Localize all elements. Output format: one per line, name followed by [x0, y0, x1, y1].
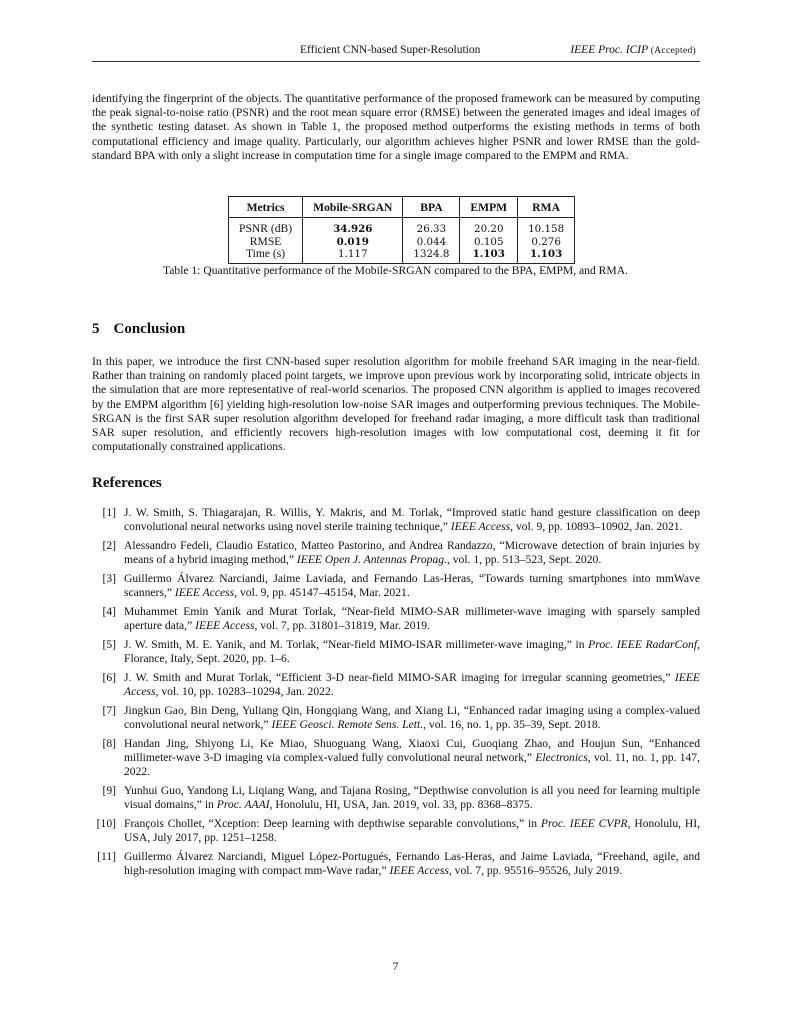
cell: 1.117 [303, 248, 403, 263]
table-caption: Table 1: Quantitative performance of the Mobile-SRGAN compared to the BPA, EMPM, and RMA. [162, 264, 628, 277]
reference-venue: IEEE Geosci. Remote Sens. Lett. [271, 718, 424, 731]
col-header: BPA [403, 197, 460, 218]
intro-paragraph: identifying the fingerprint of the objects. The quantitative performance of the proposed framework can be measured by computing the peak signal-to-noise ratio (PSNR) and the root mean square error (RMSE) between the generated images and ideal images of the synthetic testing dataset. As shown in Table 1, the proposed method outperforms the existing methods in terms of both computational efficiency and image quality. Particularly, our algorithm achieves higher PSNR and lower RMSE than the gold-standard BPA with only a slight increase in computation time for a single image compared to the EMPM and RMA. [92, 92, 700, 162]
section-number: 5 [92, 321, 100, 337]
reference-details: , vol. 9, pp. 10893–10902, Jan. 2021. [510, 520, 683, 533]
cell: 20.20 [460, 218, 518, 236]
reference-authors-title: Jingkun Gao, Bin Deng, Yuliang Qin, Hongqiang Wang, and Xiang Li, “Enhanced radar imaging using a complex-valued convolutional neural network,” [124, 704, 700, 731]
reference-number: [10] [96, 817, 116, 830]
cell: 0.276 [518, 236, 575, 249]
reference-text [124, 784, 700, 812]
reference-item [92, 817, 700, 845]
reference-authors-title: Alessandro Fedeli, Claudio Estatico, Matteo Pastorino, and Andrea Randazzo, “Microwave detection of brain injuries by means of a hybrid imaging method,” [124, 539, 700, 566]
reference-venue: Proc. IEEE RadarConf [588, 638, 698, 651]
reference-item [92, 572, 700, 600]
cell: 1.103 [518, 248, 575, 263]
reference-authors-title: Guillermo Álvarez Narciandi, Miguel López-Portugués, Fernando Las-Heras, and Jaime Laviada, “Freehand, agile, and high-resolution imaging with compact mm-Wave radar,” [124, 850, 700, 877]
reference-details: , vol. 9, pp. 45147–45154, Mar. 2021. [234, 586, 410, 599]
cell: PSNR (dB) [229, 218, 303, 236]
reference-number: [8] [102, 737, 116, 750]
reference-details: , vol. 16, no. 1, pp. 35–39, Sept. 2018. [423, 718, 601, 731]
page-number: 7 [392, 960, 399, 973]
cell: Time (s) [229, 248, 303, 263]
reference-item [92, 638, 700, 666]
results-table [228, 196, 575, 264]
running-header [92, 41, 700, 62]
reference-number: [4] [102, 605, 116, 618]
header-venue [570, 44, 696, 56]
reference-venue: IEEE Access [195, 619, 255, 632]
reference-number: [5] [102, 638, 116, 651]
reference-authors-title: François Chollet, “Xception: Deep learning with depthwise separable convolutions,” in [124, 817, 541, 830]
reference-text [124, 704, 700, 732]
reference-details: , vol. 1, pp. 513–523, Sept. 2020. [446, 553, 602, 566]
reference-text [124, 638, 700, 666]
reference-number: [11] [97, 850, 116, 863]
reference-authors-title: Guillermo Álvarez Narciandi, Jaime Laviada, and Fernando Las-Heras, “Towards turning smartphones into mmWave scanners,” [124, 572, 700, 599]
reference-venue: IEEE Open J. Antennas Propag. [296, 553, 447, 566]
reference-details: , vol. 10, pp. 10283–10294, Jan. 2022. [155, 685, 334, 698]
reference-item [92, 506, 700, 534]
reference-details: , vol. 7, pp. 95516–95526, July 2019. [448, 864, 623, 877]
table-row [229, 218, 575, 236]
reference-details: , Honolulu, HI, USA, Jan. 2019, vol. 33, pp. 8368–8375. [269, 798, 533, 811]
reference-number: [6] [102, 671, 116, 684]
conclusion-paragraph: In this paper, we introduce the first CNN-based super resolution algorithm for mobile freehand SAR imaging in the near-field. Rather than training on randomly placed point targets, we improve upon previous work by incorporating solid, intricate objects in the simulation that are more representative of real-world scenarios. The proposed CNN algorithm is applied to images recovered by the EMPM algorithm [6] yielding high-resolution low-noise SAR images and outperforming previous techniques. The Mobile-SRGAN is the first SAR super resolution algorithm developed for freehand radar imaging, a more difficult task than traditional SAR super resolution, and efficiently recovers high-resolution images with low computational cost, deeming it fit for computationally constrained applications. [92, 355, 700, 454]
reference-details: , vol. 7, pp. 31801–31819, Mar. 2019. [254, 619, 430, 632]
cell: RMSE [229, 236, 303, 249]
section-title: Conclusion [113, 321, 186, 337]
section-heading [92, 321, 185, 338]
reference-venue: IEEE Access [174, 586, 235, 599]
reference-number: [3] [102, 572, 116, 585]
reference-text [124, 506, 700, 534]
reference-number: [9] [102, 784, 116, 797]
reference-authors-title: J. W. Smith, S. Thiagarajan, R. Willis, Y. Makris, and M. Torlak, “Improved static hand gesture classification on deep convolutional neural networks using novel sterile training technique,” [124, 506, 700, 533]
reference-item [92, 704, 700, 732]
reference-details: , Florance, Italy, Sept. 2020, pp. 1–6. [124, 638, 700, 665]
reference-authors-title: J. W. Smith and Murat Torlak, “Efficient 3-D near-field MIMO-SAR imaging for irregular scanning geometries,” [124, 671, 675, 684]
col-header: Mobile-SRGAN [303, 197, 403, 218]
cell: 0.044 [403, 236, 460, 249]
references-heading: References [92, 475, 162, 491]
reference-item [92, 605, 700, 633]
col-header: Metrics [229, 197, 303, 218]
reference-venue: Electronics [535, 751, 588, 764]
header-title: Efficient CNN-based Super-Resolution [300, 44, 481, 56]
col-header: EMPM [460, 197, 518, 218]
col-header: RMA [518, 197, 575, 218]
cell: 26.33 [403, 218, 460, 236]
reference-list [92, 506, 700, 883]
venue-name: IEEE Proc. ICIP [570, 44, 648, 56]
reference-authors-title: Muhammet Emin Yanik and Murat Torlak, “Near-field MIMO-SAR millimeter-wave imaging with sparsely sampled aperture data,” [124, 605, 700, 632]
reference-text [124, 671, 700, 699]
table-row [229, 248, 575, 263]
reference-venue: IEEE Access [389, 864, 449, 877]
reference-number: [7] [102, 704, 116, 717]
reference-item [92, 784, 700, 812]
reference-item [92, 671, 700, 699]
venue-status: (Accepted) [650, 46, 696, 56]
reference-venue: Proc. AAAI [216, 798, 270, 811]
reference-authors-title: Yunhui Guo, Yandong Li, Liqiang Wang, and Tajana Rosing, “Depthwise convolution is all you need for learning multiple visual domains,” in [124, 784, 700, 811]
reference-venue: Proc. IEEE CVPR [540, 817, 628, 830]
reference-text [124, 817, 700, 845]
reference-authors-title: J. W. Smith, M. E. Yanik, and M. Torlak, “Near-field MIMO-ISAR millimeter-wave imaging,” in [124, 638, 589, 651]
reference-text [124, 605, 700, 633]
reference-item [92, 539, 700, 567]
reference-text [124, 572, 700, 600]
cell: 1.103 [460, 248, 518, 263]
cell: 0.105 [460, 236, 518, 249]
reference-venue: IEEE Access [124, 671, 700, 698]
reference-number: [1] [102, 506, 116, 519]
cell: 0.019 [303, 236, 403, 249]
reference-text [124, 539, 700, 567]
table-header-row [229, 197, 575, 218]
reference-text [124, 850, 700, 878]
reference-authors-title: Handan Jing, Shiyong Li, Ke Miao, Shuoguang Wang, Xiaoxi Cui, Guoqiang Zhao, and Houjun Sun, “Enhanced millimeter-wave 3-D imaging via complex-valued fully convolutional neural network,” [124, 737, 700, 764]
reference-item [92, 850, 700, 878]
reference-number: [2] [102, 539, 116, 552]
cell: 1324.8 [403, 248, 460, 263]
reference-details: , Honolulu, HI, USA, July 2017, pp. 1251–1258. [124, 817, 701, 844]
reference-details: , vol. 11, no. 1, pp. 147, 2022. [124, 751, 700, 778]
reference-text [124, 737, 700, 779]
reference-venue: IEEE Access [450, 520, 511, 533]
reference-item [92, 737, 700, 779]
cell: 34.926 [303, 218, 403, 236]
cell: 10.158 [518, 218, 575, 236]
